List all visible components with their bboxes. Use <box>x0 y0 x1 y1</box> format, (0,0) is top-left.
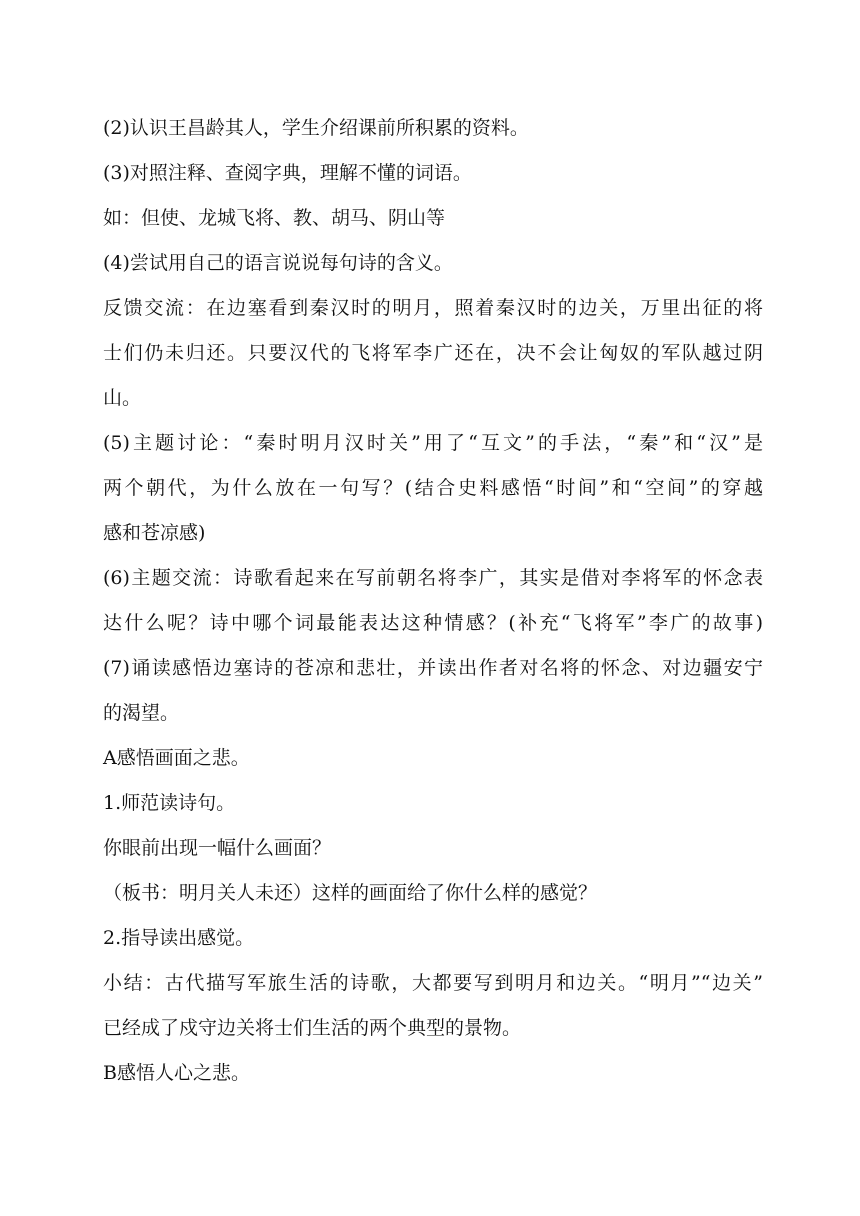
paragraph-line: (6)主题交流：诗歌看起来在写前朝名将李广，其实是借对李将军的怀念表 <box>103 567 763 589</box>
board-prefix: （板书：明月 <box>103 882 218 904</box>
paragraph-line: 如：但使、龙城飞将、教、胡马、阴山等 <box>103 207 446 229</box>
document-page <box>103 106 763 1096</box>
section-heading-b: B感悟人心之悲。 <box>103 1062 250 1084</box>
paragraph-line: 山。 <box>103 387 142 409</box>
board-suffix: 人未还）这样的画面给了你什么样的感觉？ <box>236 882 598 904</box>
paragraph-line: (3)对照注释、查阅字典，理解不懂的词语。 <box>103 162 472 184</box>
paragraph-line: 1.师范读诗句。 <box>103 792 236 814</box>
board-mid: 关 <box>217 882 237 904</box>
paragraph-line: 2.指导读出感觉。 <box>103 927 255 949</box>
paragraph-line: 的渴望。 <box>103 702 180 724</box>
paragraph-line: 你眼前出现一幅什么画面？ <box>103 837 332 859</box>
paragraph-line: 小结：古代描写军旅生活的诗歌，大都要写到明月和边关。“明月”“边关” <box>103 972 763 994</box>
paragraph-line: 反馈交流：在边塞看到秦汉时的明月，照着秦汉时的边关，万里出征的将 <box>103 297 763 319</box>
section-heading-a: A感悟画面之悲。 <box>103 747 250 769</box>
paragraph-line: (5)主题讨论：“秦时明月汉时关”用了“互文”的手法，“秦”和“汉”是 <box>103 432 763 454</box>
paragraph-line: 感和苍凉感) <box>103 522 206 544</box>
paragraph-line: (4)尝试用自己的语言说说每句诗的含义。 <box>103 252 453 274</box>
blackboard-line <box>103 871 763 916</box>
paragraph-line: 已经成了戍守边关将士们生活的两个典型的景物。 <box>103 1017 522 1039</box>
paragraph-line: 士们仍未归还。只要汉代的飞将军李广还在，决不会让匈奴的军队越过阴 <box>103 342 763 364</box>
paragraph-line: 两个朝代，为什么放在一句写？(结合史料感悟“时间”和“空间”的穿越 <box>103 477 763 499</box>
paragraph-line: 达什么呢？诗中哪个词最能表达这种情感？(补充“飞将军”李广的故事) <box>103 612 763 634</box>
paragraph-line: (7)诵读感悟边塞诗的苍凉和悲壮，并读出作者对名将的怀念、对边疆安宁 <box>103 657 763 679</box>
paragraph-line: (2)认识王昌龄其人，学生介绍课前所积累的资料。 <box>103 117 529 139</box>
